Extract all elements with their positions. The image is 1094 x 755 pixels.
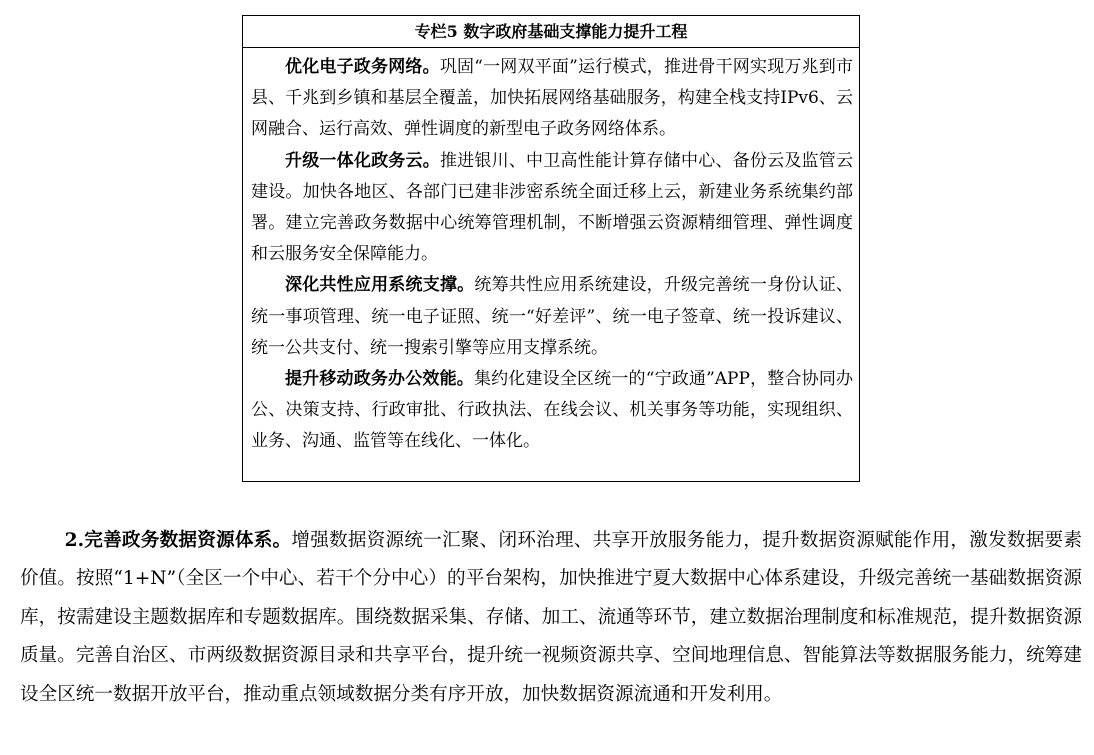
paragraph-lead: 优化电子政务网络。 bbox=[285, 57, 440, 77]
paragraph-text: 统筹共性应用系统建设，升级完善统一身份认证、统一事项管理、统一电子证照、统一“好差评”、统一电子签章、统一投诉建议、统一公共支付、统一搜索引擎等应用支撑系统。 bbox=[251, 275, 853, 358]
paragraph-text: 集约化建设全区统一的“宁政通”APP，整合协同办公、决策支持、行政审批、行政执法、在线会议、机关事务等功能，实现组织、业务、沟通、监管等在线化、一体化。 bbox=[251, 369, 853, 452]
column-paragraph-cloud bbox=[251, 146, 853, 271]
column-paragraph-network bbox=[251, 52, 853, 146]
column-paragraph-common-apps bbox=[251, 270, 853, 364]
column-paragraph-mobile-office bbox=[251, 364, 853, 458]
paragraph-lead: 深化共性应用系统支撑。 bbox=[285, 275, 475, 296]
paragraph-lead: 提升移动政务办公效能。 bbox=[285, 369, 474, 390]
paragraph-text: 巩固“一网双平面”运行模式，推进骨干网实现万兆到市县、千兆到乡镇和基层全覆盖，加快拓展网络基础服务，构建全栈支持IPv6、云网融合、运行高效、弹性调度的新型电子政务网络体系。 bbox=[251, 57, 854, 140]
column-title: 专栏5 数字政府基础支撑能力提升工程 bbox=[243, 16, 859, 48]
paragraph-lead: 升级一体化政务云。 bbox=[285, 150, 440, 171]
paragraph-text: 推进银川、中卫高性能计算存储中心、备份云及监管云建设。加快各地区、各部门已建非涉密系统全面迁移上云，新建业务系统集约部署。建立完善政务数据中心统筹管理机制，不断增强云资源精细管理、弹性调度和云服务安全保障能力。 bbox=[251, 150, 853, 265]
column-box bbox=[242, 15, 860, 482]
body-paragraph-data-resources bbox=[20, 522, 1082, 714]
section-heading: 2.完善政务数据资源体系。 bbox=[64, 530, 292, 551]
column-body bbox=[243, 48, 859, 458]
body-text: 增强数据资源统一汇聚、闭环治理、共享开放服务能力，提升数据资源赋能作用，激发数据要素价值。按照“1+N”（全区一个中心、若干个分中心）的平台架构，加快推进宁夏大数据中心体系建设，升级完善统一基础数据资源库，按需建设主题数据库和专题数据库。围绕数据采集、存储、加工、流通等环节，建立数据治理制度和标准规范，提升数据资源质量。完善自治区、市两级数据资源目录和共享平台，提升统一视频资源共享、空间地理信息、智能算法等数据服务能力，统筹建设全区统一数据开放平台，推动重点领域数据分类有序开放，加快数据资源流通和开发利用。 bbox=[20, 530, 1082, 705]
